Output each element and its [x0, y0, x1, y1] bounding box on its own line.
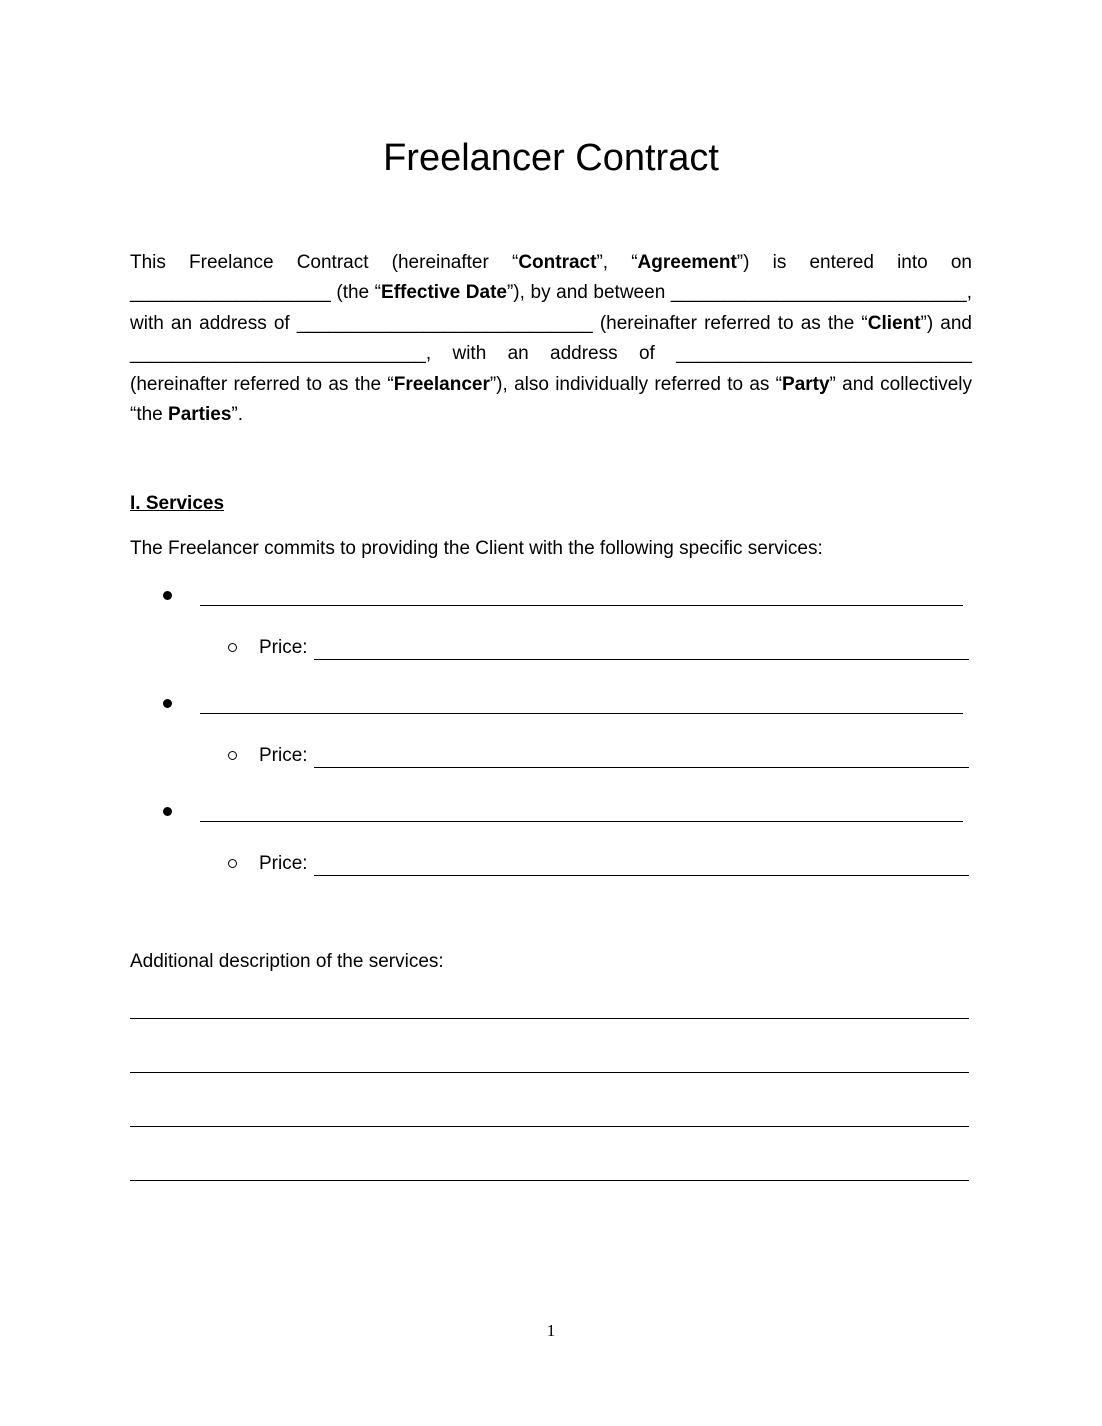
- services-intro-text: The Freelancer commits to providing the Client with the following specific services:: [130, 538, 823, 559]
- bullet-circle-icon: [228, 643, 237, 652]
- bullet-circle-icon: [228, 859, 237, 868]
- price-1-label: Price:: [259, 637, 308, 658]
- freelancer-address-blank[interactable]: ____________________________: [676, 343, 972, 365]
- service-1-blank[interactable]: [200, 605, 963, 606]
- price-1-blank[interactable]: [314, 659, 969, 660]
- price-2-blank[interactable]: [314, 767, 969, 768]
- intro-text: (hereinafter referred to as the “: [592, 312, 868, 334]
- intro-text: (the “: [330, 282, 382, 304]
- page-number: 1: [546, 1321, 556, 1340]
- intro-text: ”.: [231, 404, 244, 426]
- client-name-blank[interactable]: ____________________________: [670, 282, 967, 304]
- intro-text: , with an address of: [425, 343, 677, 365]
- intro-text: ”) and: [920, 312, 973, 334]
- client-address-blank[interactable]: ____________________________: [296, 312, 593, 334]
- intro-text: ”, “: [596, 252, 638, 273]
- bullet-dot-icon: [163, 699, 172, 708]
- section-heading-services: I. Services: [130, 493, 225, 514]
- intro-text: , with an address of: [130, 282, 972, 334]
- term-contract: Contract: [518, 252, 597, 273]
- term-party: Party: [782, 373, 830, 395]
- bullet-dot-icon: [163, 807, 172, 816]
- price-2-label: Price:: [259, 745, 308, 766]
- intro-paragraph: [130, 248, 972, 430]
- price-3-blank[interactable]: [314, 875, 969, 876]
- price-3-label: Price:: [259, 853, 308, 874]
- term-parties: Parties: [168, 404, 232, 426]
- additional-description-label: Additional description of the services:: [130, 951, 444, 972]
- intro-text: This Freelance Contract (hereinafter “: [130, 252, 519, 273]
- term-client: Client: [867, 312, 921, 334]
- intro-text: ” and collectively “the: [130, 373, 972, 426]
- intro-text: ”), by and between: [506, 282, 671, 304]
- service-2-blank[interactable]: [200, 713, 963, 714]
- effective-date-blank[interactable]: ___________________: [130, 282, 331, 304]
- freelancer-name-blank[interactable]: ____________________________: [130, 343, 426, 365]
- additional-description-line[interactable]: [130, 1126, 969, 1127]
- additional-description-line[interactable]: [130, 1072, 969, 1073]
- term-agreement: Agreement: [637, 252, 737, 273]
- page-title: Freelancer Contract: [383, 137, 719, 179]
- intro-text: ”), also individually referred to as “: [489, 373, 783, 395]
- service-3-blank[interactable]: [200, 821, 963, 822]
- intro-text: (hereinafter referred to as the “: [130, 373, 394, 395]
- term-effective-date: Effective Date: [381, 282, 507, 304]
- additional-description-line[interactable]: [130, 1180, 969, 1181]
- intro-text: ”) is entered into on: [736, 252, 972, 273]
- bullet-dot-icon: [163, 591, 172, 600]
- additional-description-line[interactable]: [130, 1018, 969, 1019]
- term-freelancer: Freelancer: [393, 373, 490, 395]
- bullet-circle-icon: [228, 751, 237, 760]
